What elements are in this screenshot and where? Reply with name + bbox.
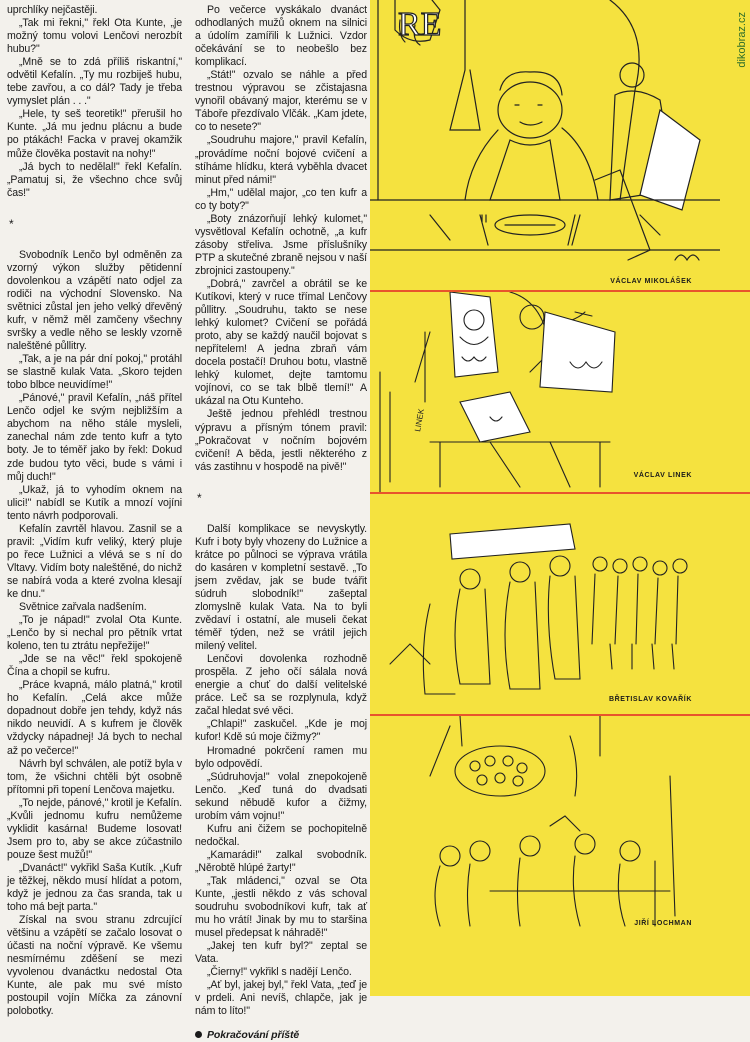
paragraph: „Boty znázorňují lehký kulomet," vysvětloval Kefalín ochotně, „a kufr zásoby střeliva. Jsme příslušníky PTP a skutečné zbraně nejsou v naší zbrojnici zastoupeny." [195, 212, 367, 277]
paragraph: Další komplikace se nevyskytly. Kufr i boty byly vhozeny do Lužnice a krátce po půlnoci se výprava vrátila do kasáren v kompletní sestavě. „To jsem zvědav, jak se bude tvářit súdruh slobodník!" zašeptal zlomyslně kulak Vata. Na to byli zvědaví i ostatní, ale museli čekat téměř týden, než se vrátil jejich milený velitel. [195, 522, 367, 653]
paragraph: „Já bych to nedělal!" řekl Kefalín. „Pamatuj si, že všechno chce svůj čas!" [7, 160, 182, 199]
paragraph: „Chlapi!" zaskučel. „Kde je moj kufor! Kdě sú moje čižmy?" [195, 718, 367, 744]
paragraph: „Tak, a je na pár dní pokoj," protáhl se slastně kulak Vata. „Skoro tejden tobo blbce neuvidíme!" [7, 353, 182, 392]
paragraph: „Tak mi řekni," řekl Ota Kunte, „je možný tomu volovi Lenčovi nerozbít hubu?" [7, 17, 182, 56]
bullet-dot [195, 1031, 202, 1038]
paragraph: „Tak mládenci," ozval se Ota Kunte, „jestli někdo z vás schoval soudruhu svobodníkovi kufr, tak ať mu ho vrátí! Jinak by mu to staršina musel předepsat k náhradě!" [195, 875, 367, 940]
cartoon-dinner-scene [370, 0, 720, 290]
paragraph: Ještě jednou přehlédl trestnou výpravu a přísným tónem pravil: „Pokračovat v nočním bojovém cvičení! A běda, jestli některého z vás zastihnu v hospodě na pivě!" [195, 408, 367, 473]
paragraph: Lenčovi dovolenka rozhodně prospěla. Z jeho očí sálala nová energie a chuť do další velitelské práce. Leč sa se rozplynula, když začal hledat své věci. [195, 653, 367, 718]
cartoon-kovarik [370, 494, 720, 714]
continuation-note [195, 1029, 367, 1042]
paragraph: „Súdruhovja!" volal znepokojeně Lenčo. „Keď tuná do dvadsati sekund něbudě kufor a čižmy, urobím vám vojnu!" [195, 770, 367, 822]
cartoon-mikolasek [370, 0, 720, 290]
svg-text:RE: RE [398, 6, 442, 43]
section-break-asterisk: * [9, 216, 14, 231]
paragraph: „Dobrá," zavrčel a obrátil se ke Kutíkovi, který v ruce třímal Lenčovy půllitry. „Soudruhu, takto se nese lehký kulomet? Cvičení se pořádá proto, aby se každý naučil bojovat s nepřítelem! A jedna zbraň vám docela postačí! Druhou botu, vlastně lehký kulomet, dejte tamtomu vojínovi, co se tak blbě tlemí!" A ukázal na Otu Kunteho. [195, 277, 367, 408]
section-break-asterisk: * [197, 490, 202, 505]
paragraph: Získal na svou stranu zdrcující většinu a vzápětí se začalo losovat o účasti na noční výpravě. Ke všemu nesmírnému zděšení se mezi vyvolenou dvanáctku nedostal Ota Kunte, ale pak mu své místo postoupil vojín Míčka za zánovní polobotky. [7, 914, 182, 1018]
paragraph: „Soudruhu majore," pravil Kefalín, „provádíme noční bojové cvičení a stíháme hlídku, která vyběhla dvacet minut před námi!" [195, 134, 367, 186]
paragraph: „Dvanáct!" vykřikl Saša Kutík. „Kufr je těžkej, někdo musí hlídat a potom, když je jednou za čas sranda, tak u toho má bejt parta." [7, 861, 182, 914]
text-column-left [7, 4, 182, 1019]
paragraph: „Pánové," pravil Kefalín, „náš přítel Lenčo odjel ke svým nejbližším a abychom na něho stále mysleli, zanechal nám zde tento kufr a tyto boty. Je to téměř jako by řekl: Dokud zde budou tyto věci, bude s vámi i můj duch!" [7, 392, 182, 483]
paragraph: „Jakej ten kufr byl?" zeptal se Vata. [195, 940, 367, 966]
paragraph: „Stát!" ozvalo se náhle a před trestnou výpravou se zčistajasna vynořil obávaný major, kterému se v Táboře přezdívalo Vlčák. „Kam jdete, co to nesete?" [195, 69, 367, 134]
paragraph: „Jde se na věc!" řekl spokojeně Čína a chopil se kufru. [7, 653, 182, 679]
artist-credit: BŘETISLAV KOVAŘÍK [608, 696, 692, 703]
paragraph: „Mně se to zdá příliš riskantní," odvětil Kefalín. „Ty mu rozbiješ hubu, tebe zavřou, a co dál? Tady je třeba vymyslet plán . . ." [7, 56, 182, 108]
paragraph: „Ukaž, já to vyhodím oknem na ulici!" nabídl se Kutík a mnozí vojíni tento návrh podporovali. [7, 483, 182, 522]
svg-text:LINEK: LINEK [413, 408, 426, 433]
paragraph: „Hele, ty seš teoretik!" přerušil ho Kunte. „Já mu jednu plácnu a bude po ptákách! Facka v pravej okamžik může člověka postavit na nohy!" [7, 108, 182, 160]
artist-credit: VÁCLAV LINEK [633, 472, 692, 479]
paragraph: „Hm," udělal major, „co ten kufr a co ty boty?" [195, 186, 367, 212]
cartoon-operating-room [370, 716, 720, 936]
paragraph: „Čierny!" vykřikl s nadějí Lenčo. [207, 966, 352, 979]
continuation-text: Pokračování příště [207, 1028, 300, 1041]
paragraph: Svobodník Lenčo byl odměněn za vzorný výkon služby pětidenní dovolenkou a vzápětí nato odjel za rodiči na východní Slovensko. Na světnici zůstal jen jeho velký dřevěný kufr, v němž měl zamčeny všechny svršky a vedle něho se leskly vzorně naleštěné půllitry. [7, 248, 182, 353]
paragraph: Návrh byl schválen, ale potíž byla v tom, že všichni chtěli být osobně přítomni při topení Lenčova majetku. [7, 757, 182, 796]
cartoon-linek [370, 292, 720, 492]
paragraph: uprchlíky nejčastěji. [7, 4, 98, 16]
paragraph: „To nejde, pánové," krotil je Kefalín. „Kvůli jednomu kufru nemůžeme vyklidit kasárna! Budeme losovat! Jsem pro to, aby se akce zúčastnilo pouze šest mužů!" [7, 796, 182, 861]
site-watermark: dikobraz.cz [736, 12, 748, 68]
text-column-right [195, 4, 367, 1042]
paragraph: Kufru ani čižem se pochopitelně nedočkal. [195, 822, 367, 848]
paragraph: „Práce kvapná, málo platná," krotil ho Kefalín. „Celá akce může dopadnout dobře jen tehdy, když nás nikdo neuvidí. A s kufrem je člověk vždycky nápadnej! Já bych to nechal až po večerce!" [7, 679, 182, 757]
paragraph: „Kamarádi!" zalkal svobodník. „Něrobtě hlúpé žarty!" [195, 848, 367, 874]
paragraph: „To je nápad!" zvolal Ota Kunte. „Lenčo by si nechal pro pětník vrtat koleno, ten tu ztrátu nepřežije!" [7, 614, 182, 653]
paragraph: Světnice zařvala nadšením. [19, 601, 147, 614]
illustration-column [370, 0, 750, 996]
paragraph: Kefalín zavrtěl hlavou. Zasnil se a pravil: „Vidím kufr veliký, který pluje po řece Lužnici a vlévá se s ní do Vltavy. Vidím boty naleštěné, do nichž se nabírá voda a které zvolna klesají ke dnu." [7, 522, 182, 600]
paragraph: „Ať byl, jakej byl," řekl Vata, „teď je v prdeli. Ani nevíš, chlapče, jak je nám to líto!" [195, 979, 367, 1018]
artist-credit: VÁCLAV MIKOLÁŠEK [610, 278, 692, 285]
cartoon-funeral-procession [370, 494, 720, 714]
artist-credit: JIŘÍ LOCHMAN [634, 920, 692, 927]
paragraph: Po večerce vyskákalo dvanáct odhodlaných mužů oknem na silnici a údolím zamířili k Lužnici. Vzdor očekávání se to neobešlo bez komplikací. [195, 4, 367, 69]
cartoon-drawing-class-scene [370, 292, 720, 492]
paragraph: Hromadné pokrčení ramen mu bylo odpovědí. [195, 744, 367, 770]
cartoon-lochman [370, 716, 720, 936]
